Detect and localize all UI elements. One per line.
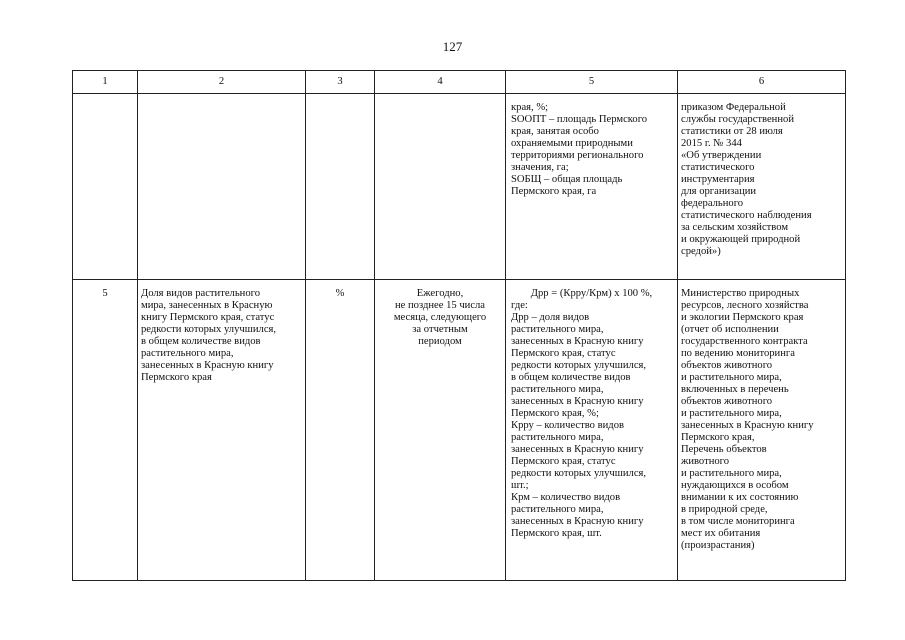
- column-header: 6: [678, 71, 846, 94]
- formula-text: Дрр = (Крру/Крм) х 100 %,: [530, 288, 653, 299]
- indicator-name-cell: [138, 280, 306, 581]
- column-header: 5: [506, 71, 678, 94]
- column-header: 2: [138, 71, 306, 94]
- data-source-text: приказом Федеральной службы государственной статистики от 28 июля 2015 г. № 344 «Об утверждении статистического инструментария для организации федерального статистического наблюдения за сельским хозяйством и окружающей природной средой»): [681, 102, 812, 257]
- empty-cell: [375, 94, 506, 280]
- calculation-method-text: где: Дрр – доля видов растительного мира, занесенных в Красную книгу Пермского края, статус редкости которых улучшился, в общем количестве видов растительного мира, занесенных в Красную книгу Пермского края, %; Крру – количество видов растительного мира, занесенных в Красную книгу Пермского края, статус редкости которых улучшился, шт.; Крм – количество видов растительного мира, занесенных в Красную книгу Пермского края, шт.: [511, 300, 647, 539]
- page-number: 127: [442, 39, 463, 54]
- data-source-text: Министерство природных ресурсов, лесного хозяйства и экологии Пермского края (отчет об исполнении государственного контракта по ведению мониторинга объектов животного и растительного мира, включенных в перечень объектов животного и растительного мира, занесенных в Красную книгу Пермского края, Перечень объектов животного и растительного мира, нуждающихся в особом внимании к их состоянию в природной среде, в том числе мониторинга мест их обитания (произрастания): [681, 288, 814, 551]
- periodicity-cell: [375, 280, 506, 581]
- column-header: 1: [73, 71, 138, 94]
- row-number-cell: [73, 280, 138, 581]
- table-row-5: [73, 280, 846, 581]
- calculation-method-cell: [506, 280, 678, 581]
- empty-cell: [306, 94, 375, 280]
- table-header-row: [73, 71, 846, 94]
- unit-text: %: [335, 288, 345, 299]
- empty-cell: [73, 94, 138, 280]
- indicator-name-text: Доля видов растительного мира, занесенных в Красную книгу Пермского края, статус редкости которых улучшился, в общем количестве видов растительного мира, занесенных в Красную книгу Пермского края: [141, 288, 277, 383]
- table-row-continuation: [73, 94, 846, 280]
- row-number: 5: [102, 288, 108, 299]
- unit-cell: [306, 280, 375, 581]
- empty-cell: [138, 94, 306, 280]
- data-source-cell: [678, 280, 846, 581]
- data-source-cell: [678, 94, 846, 280]
- calculation-method-text: края, %; SООПТ – площадь Пермского края, занятая особо охраняемыми природными территориями регионального значения, га; SОБЩ – общая площадь Пермского края, га: [511, 102, 648, 197]
- column-header: 4: [375, 71, 506, 94]
- column-header: 3: [306, 71, 375, 94]
- calculation-method-cell: [506, 94, 678, 280]
- periodicity-text: Ежегодно, не позднее 15 числа месяца, следующего за отчетным периодом: [393, 288, 487, 347]
- indicator-table: [72, 70, 846, 581]
